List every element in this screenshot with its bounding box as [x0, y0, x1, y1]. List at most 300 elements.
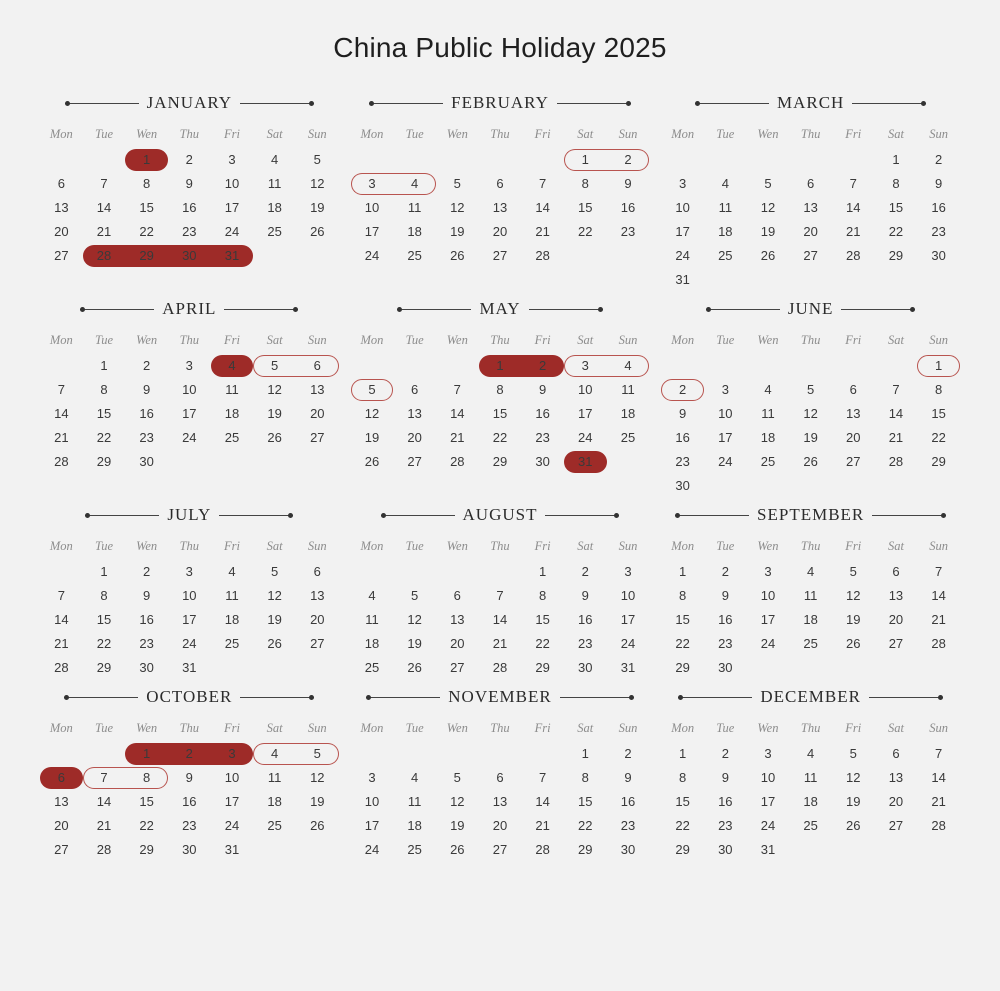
- day-cell[interactable]: 1: [125, 148, 168, 172]
- day-cell[interactable]: 19: [846, 794, 861, 809]
- day-cell[interactable]: 15: [675, 794, 690, 809]
- day-cell[interactable]: 5: [411, 588, 419, 603]
- day-cell[interactable]: 30: [139, 454, 154, 469]
- day-cell[interactable]: 9: [143, 588, 151, 603]
- day-cell[interactable]: 20: [54, 818, 69, 833]
- day-cell[interactable]: 2: [721, 746, 729, 761]
- day-cell[interactable]: 17: [224, 794, 240, 809]
- day-cell[interactable]: 8: [125, 766, 168, 790]
- day-cell[interactable]: 2: [185, 152, 193, 167]
- day-cell[interactable]: 4: [807, 564, 815, 579]
- day-cell[interactable]: 22: [675, 636, 690, 651]
- day-cell[interactable]: 20: [492, 818, 508, 833]
- day-cell[interactable]: 26: [760, 248, 776, 263]
- day-cell[interactable]: 17: [182, 406, 197, 421]
- day-cell[interactable]: 20: [310, 406, 325, 421]
- day-cell[interactable]: 2: [521, 354, 564, 378]
- day-cell[interactable]: 14: [492, 612, 508, 627]
- day-cell[interactable]: 11: [761, 406, 775, 421]
- day-cell[interactable]: 14: [888, 406, 904, 421]
- day-cell[interactable]: 18: [267, 200, 282, 215]
- day-cell[interactable]: 9: [721, 588, 729, 603]
- day-cell[interactable]: 26: [407, 660, 422, 675]
- day-cell[interactable]: 14: [54, 612, 69, 627]
- day-cell[interactable]: 26: [364, 454, 380, 469]
- day-cell[interactable]: 12: [364, 406, 380, 421]
- day-cell[interactable]: 1: [538, 564, 547, 579]
- day-cell[interactable]: 28: [535, 842, 550, 857]
- day-cell[interactable]: 27: [846, 454, 861, 469]
- day-cell[interactable]: 19: [267, 612, 282, 627]
- day-cell[interactable]: 27: [450, 660, 465, 675]
- day-cell[interactable]: 12: [803, 406, 818, 421]
- day-cell[interactable]: 29: [96, 660, 112, 675]
- day-cell[interactable]: 10: [182, 588, 197, 603]
- day-cell[interactable]: 22: [139, 818, 154, 833]
- day-cell[interactable]: 5: [849, 564, 857, 579]
- day-cell[interactable]: 19: [407, 636, 422, 651]
- day-cell[interactable]: 10: [718, 406, 733, 421]
- day-cell[interactable]: 28: [535, 248, 550, 263]
- day-cell[interactable]: 1: [479, 354, 522, 378]
- day-cell[interactable]: 6: [496, 770, 504, 785]
- day-cell[interactable]: 14: [931, 770, 946, 785]
- day-cell[interactable]: 3: [185, 564, 193, 579]
- day-cell[interactable]: 1: [100, 564, 108, 579]
- day-cell[interactable]: 14: [846, 200, 861, 215]
- day-cell[interactable]: 31: [620, 660, 636, 675]
- day-cell[interactable]: 19: [846, 612, 861, 627]
- day-cell[interactable]: 22: [96, 636, 112, 651]
- day-cell[interactable]: 27: [888, 818, 904, 833]
- day-cell[interactable]: 2: [607, 148, 650, 172]
- day-cell[interactable]: 28: [931, 636, 946, 651]
- day-cell[interactable]: 21: [450, 430, 465, 445]
- day-cell[interactable]: 18: [407, 818, 422, 833]
- day-cell[interactable]: 19: [450, 818, 465, 833]
- day-cell[interactable]: 23: [535, 430, 550, 445]
- day-cell[interactable]: 23: [139, 430, 154, 445]
- day-cell[interactable]: 26: [310, 818, 325, 833]
- day-cell[interactable]: 28: [888, 454, 904, 469]
- day-cell[interactable]: 10: [760, 588, 776, 603]
- day-cell[interactable]: 29: [139, 842, 154, 857]
- day-cell[interactable]: 23: [578, 636, 593, 651]
- day-cell[interactable]: 5: [296, 742, 339, 766]
- day-cell[interactable]: 15: [578, 794, 593, 809]
- day-cell[interactable]: 24: [182, 430, 197, 445]
- day-cell[interactable]: 4: [607, 354, 650, 378]
- day-cell[interactable]: 25: [718, 248, 733, 263]
- day-cell[interactable]: 22: [578, 818, 593, 833]
- day-cell[interactable]: 20: [310, 612, 325, 627]
- day-cell[interactable]: 21: [535, 818, 550, 833]
- day-cell[interactable]: 20: [54, 224, 69, 239]
- day-cell[interactable]: 6: [849, 382, 857, 397]
- day-cell[interactable]: 23: [718, 636, 733, 651]
- day-cell[interactable]: 15: [96, 406, 112, 421]
- day-cell[interactable]: 5: [270, 564, 279, 579]
- day-cell[interactable]: 22: [931, 430, 946, 445]
- day-cell[interactable]: 11: [407, 794, 422, 809]
- day-cell[interactable]: 16: [182, 794, 197, 809]
- day-cell[interactable]: 18: [407, 224, 422, 239]
- day-cell[interactable]: 11: [267, 770, 282, 785]
- day-cell[interactable]: 22: [535, 636, 550, 651]
- day-cell[interactable]: 4: [807, 746, 815, 761]
- day-cell[interactable]: 22: [578, 224, 593, 239]
- day-cell[interactable]: 27: [888, 636, 904, 651]
- day-cell[interactable]: 7: [496, 588, 504, 603]
- day-cell[interactable]: 30: [139, 660, 154, 675]
- day-cell[interactable]: 20: [846, 430, 861, 445]
- day-cell[interactable]: 4: [211, 354, 254, 378]
- day-cell[interactable]: 4: [253, 742, 296, 766]
- day-cell[interactable]: 30: [718, 660, 733, 675]
- day-cell[interactable]: 7: [849, 176, 857, 191]
- day-cell[interactable]: 19: [310, 794, 325, 809]
- day-cell[interactable]: 10: [578, 382, 593, 397]
- day-cell[interactable]: 12: [846, 588, 861, 603]
- day-cell[interactable]: 23: [931, 224, 946, 239]
- day-cell[interactable]: 26: [267, 636, 282, 651]
- day-cell[interactable]: 8: [935, 382, 943, 397]
- day-cell[interactable]: 9: [143, 382, 151, 397]
- day-cell[interactable]: 30: [620, 842, 636, 857]
- day-cell[interactable]: 20: [407, 430, 422, 445]
- day-cell[interactable]: 17: [182, 612, 197, 627]
- day-cell[interactable]: 10: [364, 794, 380, 809]
- day-cell[interactable]: 1: [125, 742, 168, 766]
- day-cell[interactable]: 16: [718, 612, 733, 627]
- day-cell[interactable]: 3: [368, 770, 376, 785]
- day-cell[interactable]: 22: [96, 430, 112, 445]
- day-cell[interactable]: 22: [888, 224, 904, 239]
- day-cell[interactable]: 2: [935, 152, 943, 167]
- day-cell[interactable]: 17: [718, 430, 733, 445]
- day-cell[interactable]: 9: [679, 406, 687, 421]
- day-cell[interactable]: 6: [296, 354, 339, 378]
- day-cell[interactable]: 23: [620, 224, 636, 239]
- day-cell[interactable]: 16: [578, 612, 593, 627]
- day-cell[interactable]: 21: [888, 430, 904, 445]
- day-cell[interactable]: 11: [407, 200, 422, 215]
- day-cell[interactable]: 13: [310, 588, 325, 603]
- day-cell[interactable]: 13: [846, 406, 861, 421]
- day-cell[interactable]: 5: [453, 176, 461, 191]
- day-cell[interactable]: 7: [892, 382, 900, 397]
- day-cell[interactable]: 30: [718, 842, 733, 857]
- day-cell[interactable]: 15: [492, 406, 508, 421]
- day-cell[interactable]: 31: [224, 842, 240, 857]
- day-cell[interactable]: 24: [224, 224, 240, 239]
- day-cell[interactable]: 6: [313, 564, 321, 579]
- day-cell[interactable]: 24: [364, 842, 380, 857]
- day-cell[interactable]: 18: [803, 794, 818, 809]
- day-cell[interactable]: 29: [931, 454, 946, 469]
- day-cell[interactable]: 8: [581, 176, 589, 191]
- day-cell[interactable]: 14: [535, 200, 550, 215]
- day-cell[interactable]: 5: [351, 378, 394, 402]
- day-cell[interactable]: 21: [96, 818, 112, 833]
- day-cell[interactable]: 25: [267, 224, 282, 239]
- day-cell[interactable]: 27: [54, 248, 69, 263]
- day-cell[interactable]: 7: [57, 382, 65, 397]
- day-cell[interactable]: 13: [492, 200, 508, 215]
- day-cell[interactable]: 22: [675, 818, 690, 833]
- day-cell[interactable]: 18: [620, 406, 636, 421]
- day-cell[interactable]: 10: [620, 588, 636, 603]
- day-cell[interactable]: 11: [803, 770, 818, 785]
- day-cell[interactable]: 24: [760, 818, 776, 833]
- day-cell[interactable]: 15: [675, 612, 690, 627]
- day-cell[interactable]: 19: [803, 430, 818, 445]
- day-cell[interactable]: 26: [267, 430, 282, 445]
- day-cell[interactable]: 2: [143, 564, 151, 579]
- day-cell[interactable]: 19: [310, 200, 325, 215]
- day-cell[interactable]: 19: [364, 430, 380, 445]
- day-cell[interactable]: 13: [54, 200, 69, 215]
- day-cell[interactable]: 30: [578, 660, 593, 675]
- day-cell[interactable]: 6: [453, 588, 461, 603]
- day-cell[interactable]: 17: [578, 406, 593, 421]
- day-cell[interactable]: 3: [185, 358, 193, 373]
- day-cell[interactable]: 3: [624, 564, 632, 579]
- day-cell[interactable]: 22: [139, 224, 154, 239]
- day-cell[interactable]: 8: [538, 588, 547, 603]
- day-cell[interactable]: 18: [760, 430, 776, 445]
- day-cell[interactable]: 8: [679, 770, 687, 785]
- day-cell[interactable]: 3: [228, 152, 236, 167]
- day-cell[interactable]: 11: [365, 612, 379, 627]
- day-cell[interactable]: 17: [224, 200, 240, 215]
- day-cell[interactable]: 20: [888, 612, 904, 627]
- day-cell[interactable]: 11: [267, 176, 282, 191]
- day-cell[interactable]: 23: [620, 818, 636, 833]
- day-cell[interactable]: 16: [182, 200, 197, 215]
- day-cell[interactable]: 30: [675, 478, 690, 493]
- day-cell[interactable]: 5: [807, 382, 815, 397]
- day-cell[interactable]: 27: [407, 454, 422, 469]
- day-cell[interactable]: 24: [760, 636, 776, 651]
- day-cell[interactable]: 4: [721, 176, 729, 191]
- day-cell[interactable]: 27: [310, 636, 325, 651]
- day-cell[interactable]: 27: [803, 248, 818, 263]
- day-cell[interactable]: 31: [182, 660, 197, 675]
- day-cell[interactable]: 31: [675, 272, 690, 287]
- day-cell[interactable]: 30: [535, 454, 550, 469]
- day-cell[interactable]: 29: [675, 842, 690, 857]
- day-cell[interactable]: 27: [54, 842, 69, 857]
- day-cell[interactable]: 11: [803, 588, 818, 603]
- day-cell[interactable]: 7: [100, 176, 108, 191]
- day-cell[interactable]: 6: [411, 382, 419, 397]
- day-cell[interactable]: 11: [225, 588, 239, 603]
- day-cell[interactable]: 21: [96, 224, 112, 239]
- day-cell[interactable]: 24: [675, 248, 690, 263]
- day-cell[interactable]: 11: [621, 382, 635, 397]
- day-cell[interactable]: 20: [888, 794, 904, 809]
- day-cell[interactable]: 10: [224, 770, 240, 785]
- day-cell[interactable]: 8: [892, 176, 900, 191]
- day-cell[interactable]: 10: [364, 200, 380, 215]
- day-cell[interactable]: 4: [270, 152, 279, 167]
- day-cell[interactable]: 31: [564, 450, 607, 474]
- day-cell[interactable]: 25: [267, 818, 282, 833]
- day-cell[interactable]: 1: [679, 746, 687, 761]
- day-cell[interactable]: 21: [846, 224, 861, 239]
- day-cell[interactable]: 6: [807, 176, 815, 191]
- day-cell[interactable]: 5: [253, 354, 296, 378]
- day-cell[interactable]: 11: [718, 200, 733, 215]
- day-cell[interactable]: 11: [225, 382, 239, 397]
- day-cell[interactable]: 2: [624, 746, 632, 761]
- day-cell[interactable]: 28: [54, 454, 69, 469]
- day-cell[interactable]: 24: [718, 454, 733, 469]
- day-cell[interactable]: 29: [535, 660, 550, 675]
- day-cell[interactable]: 17: [620, 612, 636, 627]
- day-cell[interactable]: 3: [351, 172, 394, 196]
- day-cell[interactable]: 15: [139, 200, 154, 215]
- day-cell[interactable]: 6: [57, 176, 65, 191]
- day-cell[interactable]: 12: [450, 200, 465, 215]
- day-cell[interactable]: 18: [803, 612, 818, 627]
- day-cell[interactable]: 9: [721, 770, 729, 785]
- day-cell[interactable]: 10: [760, 770, 776, 785]
- day-cell[interactable]: 15: [888, 200, 904, 215]
- day-cell[interactable]: 25: [803, 636, 818, 651]
- day-cell[interactable]: 10: [224, 176, 240, 191]
- day-cell[interactable]: 8: [100, 588, 108, 603]
- day-cell[interactable]: 28: [83, 244, 126, 268]
- day-cell[interactable]: 7: [538, 770, 547, 785]
- day-cell[interactable]: 26: [310, 224, 325, 239]
- day-cell[interactable]: 1: [679, 564, 687, 579]
- day-cell[interactable]: 28: [450, 454, 465, 469]
- day-cell[interactable]: 31: [211, 244, 254, 268]
- day-cell[interactable]: 12: [760, 200, 776, 215]
- day-cell[interactable]: 21: [535, 224, 550, 239]
- day-cell[interactable]: 25: [620, 430, 636, 445]
- day-cell[interactable]: 8: [496, 382, 504, 397]
- day-cell[interactable]: 17: [760, 794, 776, 809]
- day-cell[interactable]: 16: [139, 612, 154, 627]
- day-cell[interactable]: 17: [364, 224, 380, 239]
- day-cell[interactable]: 3: [564, 354, 607, 378]
- day-cell[interactable]: 9: [581, 588, 589, 603]
- day-cell[interactable]: 1: [100, 358, 108, 373]
- day-cell[interactable]: 28: [931, 818, 946, 833]
- day-cell[interactable]: 17: [364, 818, 380, 833]
- day-cell[interactable]: 1: [581, 746, 589, 761]
- day-cell[interactable]: 21: [931, 612, 946, 627]
- day-cell[interactable]: 2: [721, 564, 729, 579]
- day-cell[interactable]: 25: [407, 248, 422, 263]
- day-cell[interactable]: 12: [267, 588, 282, 603]
- day-cell[interactable]: 12: [407, 612, 422, 627]
- day-cell[interactable]: 6: [496, 176, 504, 191]
- day-cell[interactable]: 25: [760, 454, 776, 469]
- day-cell[interactable]: 29: [96, 454, 112, 469]
- day-cell[interactable]: 24: [620, 636, 636, 651]
- day-cell[interactable]: 25: [407, 842, 422, 857]
- day-cell[interactable]: 16: [718, 794, 733, 809]
- day-cell[interactable]: 26: [450, 248, 465, 263]
- day-cell[interactable]: 18: [267, 794, 282, 809]
- day-cell[interactable]: 30: [182, 842, 197, 857]
- day-cell[interactable]: 14: [96, 200, 112, 215]
- day-cell[interactable]: 4: [393, 172, 436, 196]
- day-cell[interactable]: 14: [535, 794, 550, 809]
- day-cell[interactable]: 3: [211, 742, 254, 766]
- day-cell[interactable]: 19: [267, 406, 282, 421]
- day-cell[interactable]: 13: [54, 794, 69, 809]
- day-cell[interactable]: 15: [96, 612, 112, 627]
- day-cell[interactable]: 27: [492, 842, 508, 857]
- day-cell[interactable]: 12: [450, 794, 465, 809]
- day-cell[interactable]: 26: [846, 818, 861, 833]
- day-cell[interactable]: 10: [675, 200, 690, 215]
- day-cell[interactable]: 23: [182, 224, 197, 239]
- day-cell[interactable]: 2: [168, 742, 211, 766]
- day-cell[interactable]: 15: [578, 200, 593, 215]
- day-cell[interactable]: 16: [139, 406, 154, 421]
- day-cell[interactable]: 8: [100, 382, 108, 397]
- day-cell[interactable]: 4: [764, 382, 772, 397]
- day-cell[interactable]: 14: [96, 794, 112, 809]
- day-cell[interactable]: 5: [313, 152, 321, 167]
- day-cell[interactable]: 20: [803, 224, 818, 239]
- day-cell[interactable]: 15: [931, 406, 946, 421]
- day-cell[interactable]: 3: [764, 564, 772, 579]
- day-cell[interactable]: 23: [718, 818, 733, 833]
- day-cell[interactable]: 4: [368, 588, 376, 603]
- day-cell[interactable]: 7: [57, 588, 65, 603]
- day-cell[interactable]: 20: [492, 224, 508, 239]
- day-cell[interactable]: 2: [143, 358, 151, 373]
- day-cell[interactable]: 28: [492, 660, 508, 675]
- day-cell[interactable]: 19: [760, 224, 776, 239]
- day-cell[interactable]: 31: [760, 842, 776, 857]
- day-cell[interactable]: 21: [492, 636, 508, 651]
- day-cell[interactable]: 16: [620, 200, 636, 215]
- day-cell[interactable]: 12: [310, 176, 325, 191]
- day-cell[interactable]: 5: [849, 746, 857, 761]
- day-cell[interactable]: 13: [803, 200, 818, 215]
- day-cell[interactable]: 21: [931, 794, 946, 809]
- day-cell[interactable]: 24: [224, 818, 240, 833]
- day-cell[interactable]: 22: [492, 430, 508, 445]
- day-cell[interactable]: 30: [931, 248, 946, 263]
- day-cell[interactable]: 29: [675, 660, 690, 675]
- day-cell[interactable]: 17: [675, 224, 690, 239]
- day-cell[interactable]: 24: [182, 636, 197, 651]
- day-cell[interactable]: 25: [364, 660, 380, 675]
- day-cell[interactable]: 16: [620, 794, 636, 809]
- day-cell[interactable]: 2: [581, 564, 589, 579]
- day-cell[interactable]: 27: [492, 248, 508, 263]
- day-cell[interactable]: 23: [139, 636, 154, 651]
- day-cell[interactable]: 9: [935, 176, 943, 191]
- day-cell[interactable]: 13: [888, 770, 904, 785]
- day-cell[interactable]: 29: [578, 842, 593, 857]
- day-cell[interactable]: 3: [721, 382, 729, 397]
- day-cell[interactable]: 18: [364, 636, 380, 651]
- day-cell[interactable]: 5: [764, 176, 772, 191]
- day-cell[interactable]: 9: [185, 770, 193, 785]
- day-cell[interactable]: 30: [168, 244, 211, 268]
- day-cell[interactable]: 24: [364, 248, 380, 263]
